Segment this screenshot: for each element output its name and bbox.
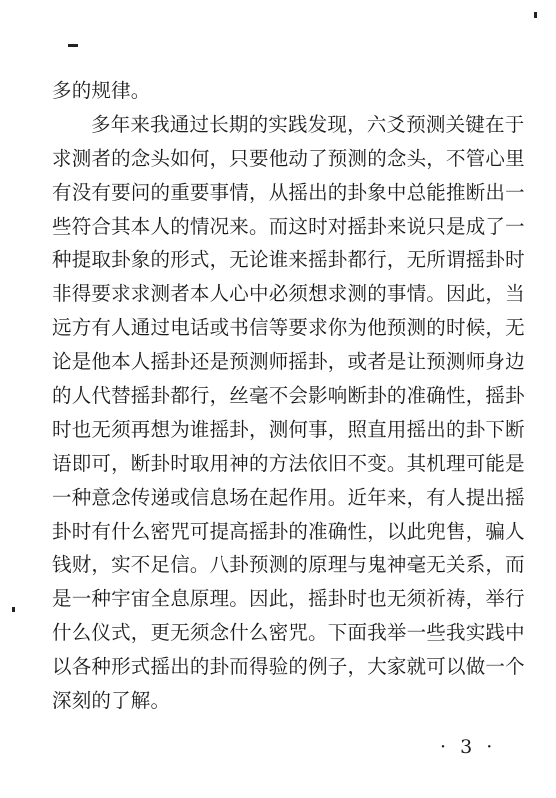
scan-speck: [534, 12, 537, 18]
scan-speck: [68, 44, 78, 47]
text-line: 深刻的了解。: [52, 689, 171, 713]
text-line: 卦时有什么密咒可提高摇卦的准确性，以此兜售，骗人: [52, 519, 525, 543]
text-line: 的人代替摇卦都行，丝毫不会影响断卦的准确性，摇卦: [52, 384, 525, 408]
text-line: 种提取卦象的形式，无论谁来摇卦都行，无所谓摇卦时: [52, 248, 525, 272]
text-line: 是一种宇宙全息原理。因此，摇卦时也无须祈祷，举行: [52, 587, 525, 611]
text-line: 什么仪式，更无须念什么密咒。下面我举一些我实践中: [52, 621, 525, 645]
scan-speck: [12, 607, 15, 612]
text-line: 远方有人通过电话或书信等要求你为他预测的时候，无: [52, 316, 525, 340]
text-line: 有没有要问的重要事情，从摇出的卦象中总能推断出一: [52, 180, 525, 204]
text-line: 语即可，断卦时取用神的方法依旧不变。其机理可能是: [52, 451, 525, 475]
page-number: · 3 ·: [440, 736, 497, 758]
text-line: 时也无须再想为谁摇卦，测何事，照直用摇出的卦下断: [52, 417, 525, 441]
text-line: 钱财，实不足信。八卦预测的原理与鬼神毫无关系，而: [52, 553, 525, 577]
text-line: 多的规律。: [52, 79, 151, 102]
text-line: 论是他本人摇卦还是预测师摇卦，或者是让预测师身边: [52, 350, 525, 374]
text-line: 求测者的念头如何，只要他动了预测的念头，不管心里: [52, 146, 525, 170]
text-line: 以各种形式摇出的卦而得验的例子，大家就可以做一个: [52, 655, 525, 679]
text-line: 非得要求求测者本人心中必须想求测的事情。因此，当: [52, 282, 525, 306]
paragraph-first-line: 多年来我通过长期的实践发现，六爻预测关键在于: [91, 112, 525, 136]
text-line: 些符合其本人的情况来。而这时对摇卦来说只是成了一: [52, 214, 525, 238]
body-text: [52, 74, 524, 718]
text-line: 一种意念传递或信息场在起作用。近年来，有人提出摇: [52, 485, 525, 509]
